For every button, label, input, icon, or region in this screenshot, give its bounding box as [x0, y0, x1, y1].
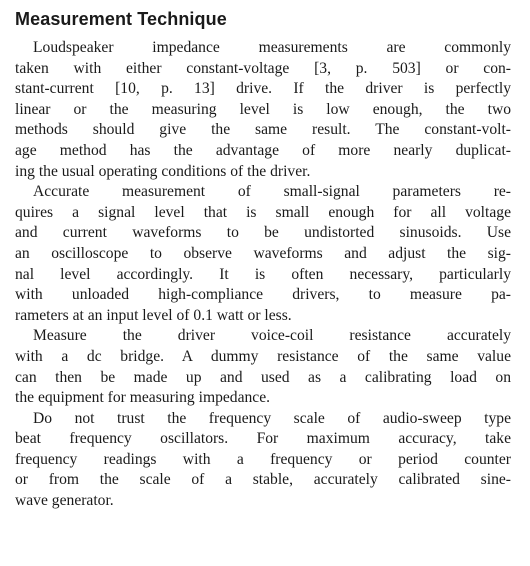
text-line: taken with either constant-voltage [3, p. 503] or con-	[15, 59, 511, 77]
text-line: Do not trust the frequency scale of audio-sweep type	[33, 409, 511, 427]
paragraph-2	[15, 182, 512, 326]
text-line: Accurate measurement of small-signal parameters re-	[33, 183, 511, 201]
text-line: stant-current [10, p. 13] drive. If the driver is perfectly	[15, 80, 511, 98]
text-line: linear or the measuring level is low enough, the two	[15, 100, 511, 118]
text-line: can then be made up and used as a calibrating load on	[15, 368, 511, 386]
text-line: and current waveforms to be undistorted sinusoids. Use	[15, 224, 511, 242]
paragraph-3	[15, 326, 512, 408]
text-line: rameters at an input level of 0.1 watt or less.	[15, 306, 292, 324]
text-line: Loudspeaker impedance measurements are commonly	[33, 39, 511, 56]
text-line: wave generator.	[15, 492, 114, 510]
text-line: methods should give the same result. The constant-volt-	[15, 121, 511, 139]
paragraph-1	[15, 38, 512, 182]
text-line: frequency readings with a frequency or period counter	[15, 450, 511, 468]
text-line: beat frequency oscillators. For maximum accuracy, take	[15, 430, 511, 448]
text-line: the equipment for measuring impedance.	[15, 389, 271, 407]
text-line: quires a signal level that is small enough for all voltage	[15, 203, 511, 221]
text-line: with unloaded high-compliance drivers, to measure pa-	[15, 286, 511, 304]
text-line: age method has the advantage of more nearly duplicat-	[15, 141, 511, 159]
text-line: ing the usual operating conditions of the driver.	[15, 162, 311, 180]
text-line: or from the scale of a stable, accurately calibrated sine-	[15, 471, 511, 489]
text-line: with a dc bridge. A dummy resistance of the same value	[15, 347, 511, 365]
section-heading: Measurement Technique	[15, 9, 227, 29]
text-line: Measure the driver voice-coil resistance accurately	[33, 327, 511, 345]
paragraph-4	[15, 409, 512, 512]
text-line: an oscilloscope to observe waveforms and adjust the sig-	[15, 244, 511, 262]
text-line: nal level accordingly. It is often necessary, particularly	[15, 265, 511, 283]
